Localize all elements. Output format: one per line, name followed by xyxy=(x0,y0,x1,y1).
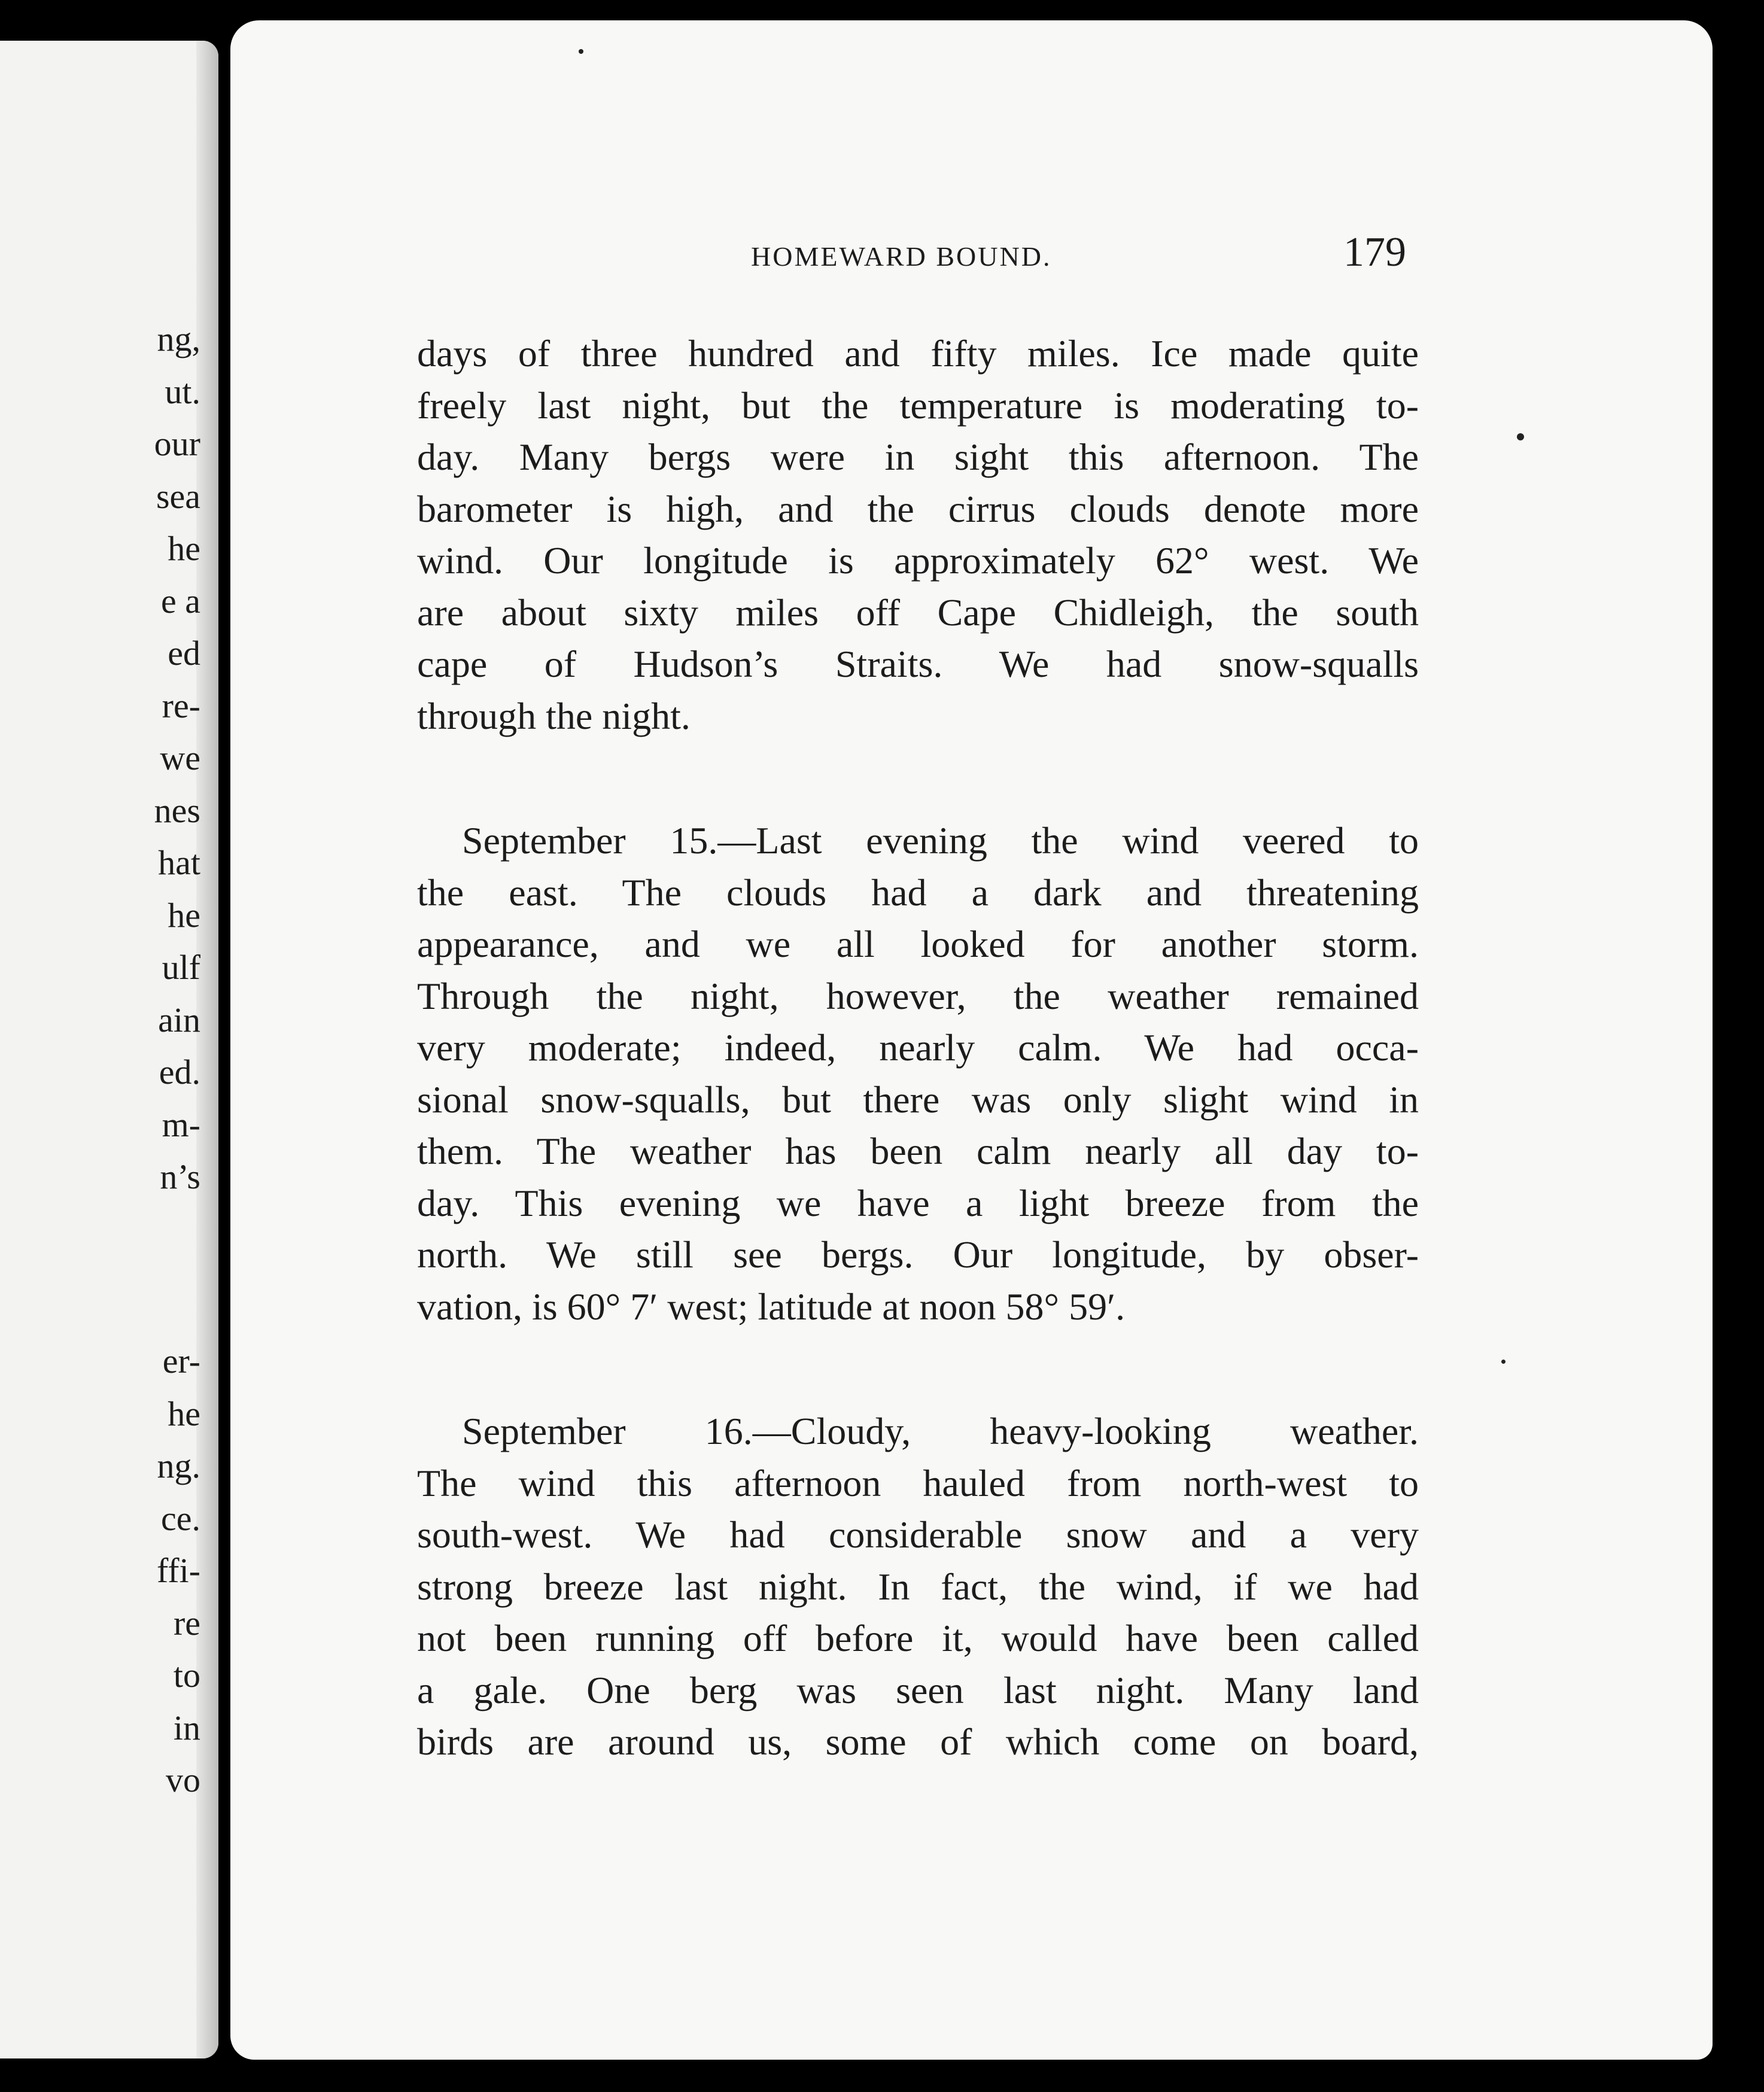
left-page-fragment: ut. xyxy=(165,372,200,411)
text-line: day. Many bergs were in sight this afternoon. The xyxy=(417,436,1419,478)
left-page-fragment: sea xyxy=(156,476,200,516)
text-line: day. This evening we have a light breeze from the xyxy=(417,1181,1419,1224)
text-line: appearance, and we all looked for another storm. xyxy=(417,923,1419,965)
text-line: wind. Our longitude is approximately 62° west. We xyxy=(417,539,1419,582)
text-line: September 16.—Cloudy, heavy-looking weather. xyxy=(462,1410,1419,1452)
text-line: very moderate; indeed, nearly calm. We had occa- xyxy=(417,1026,1419,1069)
left-page-fragment: ulf xyxy=(162,948,200,987)
left-page-fragment: ng. xyxy=(157,1446,200,1485)
paragraph-3 xyxy=(417,1406,1419,1768)
left-page-fragment: hat xyxy=(158,843,200,882)
left-page-fragment: ng, xyxy=(157,320,200,358)
page-number: 179 xyxy=(1343,229,1406,275)
ink-speck xyxy=(579,49,583,54)
left-page-fragment: our xyxy=(154,424,200,463)
text-line: not been running off before it, would have been called xyxy=(417,1617,1419,1659)
text-line: sional snow-squalls, but there was only slight wind in xyxy=(417,1078,1419,1121)
paragraph-gap xyxy=(417,1333,1419,1406)
left-page-fragment: ce. xyxy=(161,1498,200,1538)
left-page xyxy=(0,41,218,2058)
text-line: south-west. We had considerable snow and a very xyxy=(417,1513,1419,1556)
text-line: barometer is high, and the cirrus clouds denote more xyxy=(417,487,1419,530)
text-line: The wind this afternoon hauled from north-west to xyxy=(417,1461,1419,1504)
left-page-fragment: re xyxy=(173,1603,200,1643)
left-page-fragment: to xyxy=(173,1656,200,1695)
text-line: birds are around us, some of which come on board, xyxy=(417,1720,1419,1763)
text-line: a gale. One berg was seen last night. Many land xyxy=(417,1668,1419,1711)
left-page-fragment: vo xyxy=(166,1760,200,1799)
text-line: are about sixty miles off Cape Chidleigh, the south xyxy=(417,591,1419,634)
left-page-fragment: re- xyxy=(162,686,200,725)
left-page-fragment: ffi- xyxy=(156,1551,200,1590)
text-line: them. The weather has been calm nearly all day to- xyxy=(417,1130,1419,1172)
page-header xyxy=(230,229,1713,276)
left-page-fragment: ed. xyxy=(159,1053,200,1091)
left-page-fragment: n’s xyxy=(160,1157,200,1196)
text-line: days of three hundred and fifty miles. Ice made quite xyxy=(417,332,1419,375)
left-page-fragment: in xyxy=(173,1708,200,1747)
ink-speck xyxy=(1517,433,1524,440)
text-line: freely last night, but the temperature is moderating to- xyxy=(417,384,1419,427)
text-line: cape of Hudson’s Straits. We had snow-squalls xyxy=(417,643,1419,685)
text-line: north. We still see bergs. Our longitude, by obser- xyxy=(417,1233,1419,1276)
ink-speck xyxy=(1501,1360,1506,1364)
left-page-fragment: e a xyxy=(161,581,200,621)
left-page-fragment: we xyxy=(160,738,200,777)
text-line: the east. The clouds had a dark and threatening xyxy=(417,871,1419,914)
paragraph-gap xyxy=(417,742,1419,815)
left-page-fragment: m- xyxy=(162,1105,200,1144)
text-line: Through the night, however, the weather remained xyxy=(417,974,1419,1017)
left-page-fragment: er- xyxy=(162,1342,200,1381)
left-page-fragment: ed xyxy=(168,634,200,673)
text-line: vation, is 60° 7′ west; latitude at noon 58° 59′. xyxy=(417,1285,1126,1328)
text-line: strong breeze last night. In fact, the wind, if we had xyxy=(417,1565,1419,1608)
text-line: through the night. xyxy=(417,694,691,737)
text-line: September 15.—Last evening the wind veered to xyxy=(462,819,1419,862)
running-title: HOMEWARD BOUND. xyxy=(751,241,1052,272)
paragraph-1 xyxy=(417,328,1419,742)
left-page-fragment: nes xyxy=(154,790,200,830)
paragraph-2 xyxy=(417,815,1419,1333)
left-page-fragment: he xyxy=(168,1394,200,1433)
body-text xyxy=(417,328,1419,1768)
right-page xyxy=(230,20,1713,2060)
left-page-fragment: he xyxy=(168,895,200,935)
left-page-fragment: he xyxy=(168,529,200,568)
left-page-fragment: ain xyxy=(158,1000,200,1039)
